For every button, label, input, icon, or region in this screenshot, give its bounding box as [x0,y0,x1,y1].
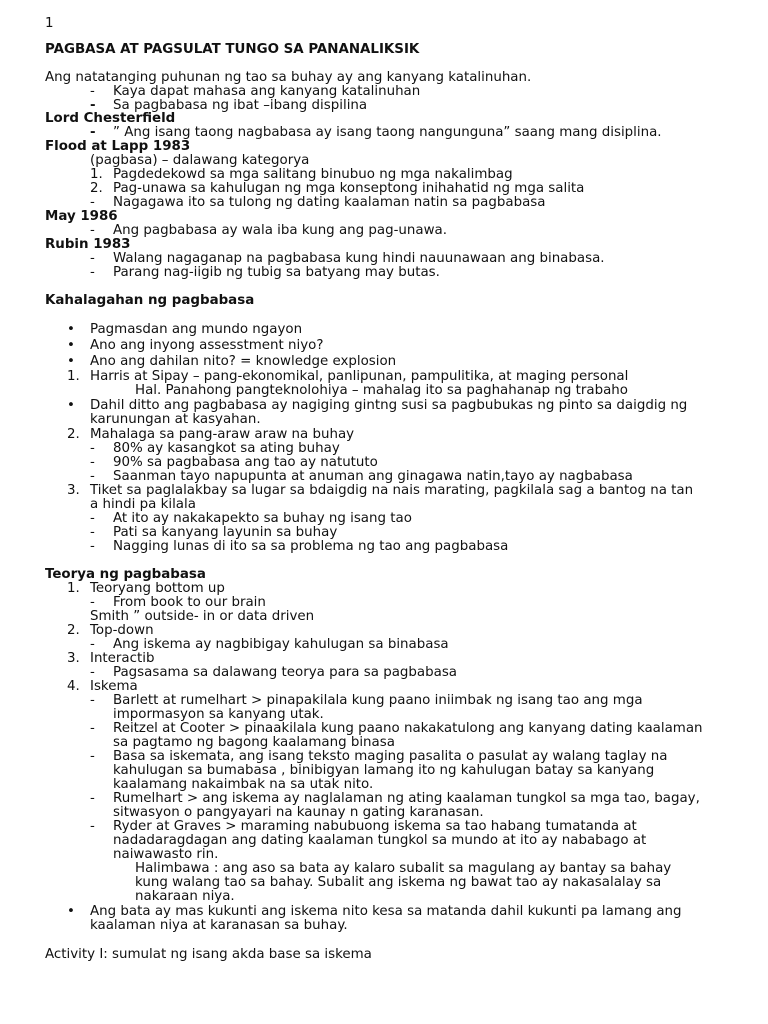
dash-marker: - [90,819,95,834]
halimbawa-line: nakaraan niya. [135,889,235,904]
iskema-item-line: sitwasyon o pangyayari na kaunay n gating karanasan. [113,805,484,820]
kahalagahan-n3-line: Tiket sa paglalakbay sa lugar sa bdaigdig na nais marating, pagkilala sag a bantog na tan [90,483,694,498]
number-marker: 1. [67,369,80,384]
teorya-t1-item: From book to our brain [113,595,266,610]
flood-item: Pagdedekowd sa mga salitang binubuo ng mga nakalimbag [113,167,513,182]
kahalagahan-heading: Kahalagahan ng pagbabasa [45,293,255,308]
may-item: Ang pagbabasa ay wala iba kung ang pag-unawa. [113,223,448,238]
flood-note: Nagagawa ito sa tulong ng dating kaalaman natin sa pagbabasa [113,195,546,210]
chesterfield-quote: ” Ang isang taong nagbabasa ay isang taong nangunguna” saang mang disiplina. [113,125,662,140]
activity-text: Activity I: sumulat ng isang akda base sa iskema [45,947,372,962]
dash-marker: - [90,84,95,99]
bullet-marker: • [67,322,75,337]
teorya-heading: Teorya ng pagbabasa [45,567,206,582]
number-marker: 1. [90,167,103,182]
iskema-item-line: sa pagtamo ng bagong kaalamang binasa [113,735,395,750]
teorya-t4: Iskema [90,679,138,694]
kahalagahan-n3-item: Pati sa kanyang layunin sa buhay [113,525,338,540]
kahalagahan-n3-line: a hindi pa kilala [90,497,196,512]
kahalagahan-n2-item: 80% ay kasangkot sa ating buhay [113,441,340,456]
kahalagahan-n1: Harris at Sipay – pang-ekonomikal, panlipunan, pampulitika, at maging personal [90,369,629,384]
iskema-item-line: Rumelhart > ang iskema ay naglalaman ng ating kaalaman tungkol sa mga tao, bagay, [113,791,700,806]
number-marker: 4. [67,679,80,694]
kahalagahan-bullet2-line: karunungan at kasyahan. [90,412,261,427]
number-marker: 3. [67,483,80,498]
iskema-item-line: kahulugan sa bumabasa , binibigyan lamang ito ng kahulugan batay sa kanyang [113,763,655,778]
dash-marker: - [90,791,95,806]
kahalagahan-n2: Mahalaga sa pang-araw araw na buhay [90,427,355,442]
dash-marker: - [90,223,95,238]
dash-marker: - [90,125,96,140]
teorya-t2-item: Ang iskema ay nagbibigay kahulugan sa binabasa [113,637,449,652]
dash-marker: - [90,441,95,456]
dash-marker: - [90,693,95,708]
kahalagahan-n2-item: Saanman tayo napupunta at anuman ang ginagawa natin,tayo ay nagbabasa [113,469,633,484]
number-marker: 2. [67,623,80,638]
dash-marker: - [90,665,95,680]
iskema-item-line: impormasyon sa kanyang utak. [113,707,324,722]
teorya-t3-item: Pagsasama sa dalawang teorya para sa pagbabasa [113,665,458,680]
teorya-bullet-line: kaalaman niya at karanasan sa buhay. [90,918,348,933]
number-marker: 2. [90,181,103,196]
may-name: May 1986 [45,209,118,224]
intro-item: Sa pagbabasa ng ibat –ibang dispilina [113,98,368,113]
dash-marker: - [90,749,95,764]
dash-marker: - [90,251,95,266]
kahalagahan-n3-item: At ito ay nakakapekto sa buhay ng isang tao [113,511,412,526]
intro-text: Ang natatanging puhunan ng tao sa buhay ay ang kanyang katalinuhan. [45,70,532,85]
bullet-marker: • [67,904,75,919]
dash-marker: - [90,511,95,526]
flood-name: Flood at Lapp 1983 [45,139,191,154]
dash-marker: - [90,195,95,210]
intro-item: Kaya dapat mahasa ang kanyang katalinuhan [113,84,421,99]
iskema-item-line: nadadaragdagan ang dating kaalaman tungkol sa mundo at ito ay nababago at [113,833,647,848]
iskema-item-line: Barlett at rumelhart > pinapakilala kung paano iniimbak ng isang tao ang mga [113,693,643,708]
number-marker: 2. [67,427,80,442]
teorya-t2: Top-down [90,623,154,638]
kahalagahan-n2-item: 90% sa pagbabasa ang tao ay natututo [113,455,378,470]
rubin-item: Walang nagaganap na pagbabasa kung hindi nauunawaan ang binabasa. [113,251,605,266]
teorya-t3: Interactib [90,651,155,666]
iskema-item-line: naiwawasto rin. [113,847,219,862]
rubin-item: Parang nag-iigib ng tubig sa batyang may butas. [113,265,440,280]
dash-marker: - [90,455,95,470]
dash-marker: - [90,265,95,280]
dash-marker: - [90,525,95,540]
rubin-name: Rubin 1983 [45,237,131,252]
iskema-item-line: Reitzel at Cooter > pinaakilala kung paano nakakatulong ang kanyang dating kaalaman [113,721,703,736]
halimbawa-line: Halimbawa : ang aso sa bata ay kalaro subalit sa magulang ay bantay sa bahay [135,861,672,876]
dash-marker: - [90,595,95,610]
dash-marker: - [90,539,95,554]
halimbawa-line: kung walang tao sa bahay. Subalit ang iskema ng bawat tao ay nakasalalay sa [135,875,662,890]
teorya-t1-note: Smith ” outside- in or data driven [90,609,315,624]
dash-marker: - [90,469,95,484]
number-marker: 3. [67,651,80,666]
iskema-item-line: kaalamang nakaimbak na sa utak nito. [113,777,374,792]
bullet-marker: • [67,354,75,369]
iskema-item-line: Ryder at Graves > maraming nabubuong iskema sa tao habang tumatanda at [113,819,637,834]
teorya-bullet-line: Ang bata ay mas kukunti ang iskema nito kesa sa matanda dahil kukunti pa lamang ang [90,904,682,919]
kahalagahan-bullet: Ano ang dahilan nito? = knowledge explosion [90,354,397,369]
iskema-item-line: Basa sa iskemata, ang isang teksto maging pasalita o pasulat ay walang taglay na [113,749,668,764]
bullet-marker: • [67,398,75,413]
page-number: 1 [45,16,54,31]
document-title: PAGBASA AT PAGSULAT TUNGO SA PANANALIKSIK [45,42,420,57]
bullet-marker: • [67,338,75,353]
number-marker: 1. [67,581,80,596]
teorya-t1: Teoryang bottom up [90,581,225,596]
kahalagahan-n3-item: Nagging lunas di ito sa sa problema ng tao ang pagbabasa [113,539,509,554]
kahalagahan-n1-sub: Hal. Panahong pangteknolohiya – mahalag ito sa paghahanap ng trabaho [135,383,628,398]
dash-marker: - [90,721,95,736]
kahalagahan-bullet2-line: Dahil ditto ang pagbabasa ay nagiging gintng susi sa pagbubukas ng pinto sa daigdig ng [90,398,688,413]
chesterfield-name: Lord Chesterfield [45,111,176,126]
kahalagahan-bullet: Pagmasdan ang mundo ngayon [90,322,303,337]
dash-marker: - [90,637,95,652]
dash-marker: - [90,98,96,113]
flood-item: Pag-unawa sa kahulugan ng mga konseptong inihahatid ng mga salita [113,181,585,196]
kahalagahan-bullet: Ano ang inyong assesstment niyo? [90,338,324,353]
flood-sub: (pagbasa) – dalawang kategorya [90,153,310,168]
